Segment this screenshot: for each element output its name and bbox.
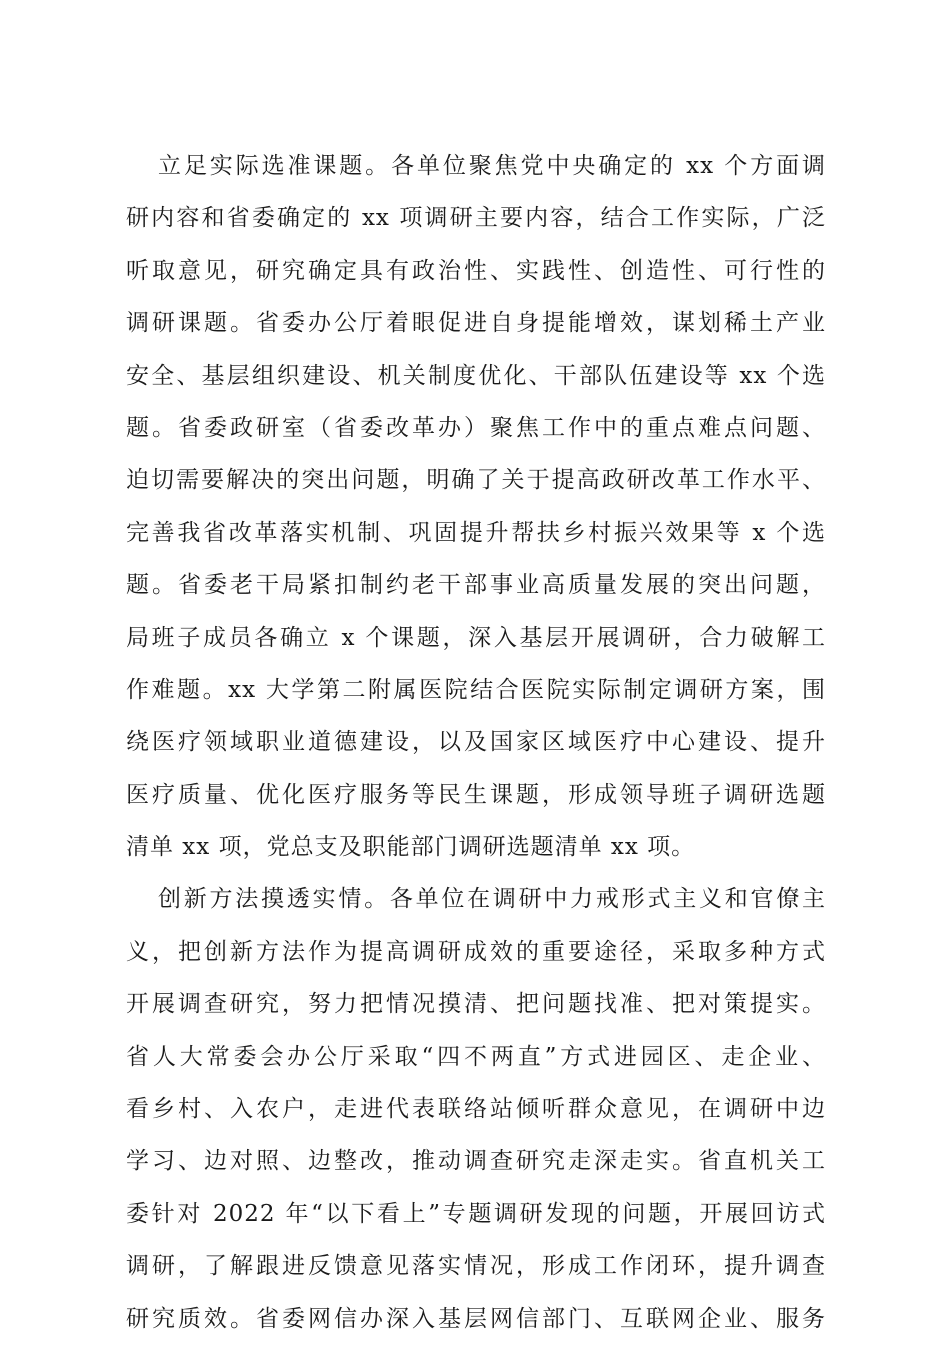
paragraph-line: 义，把创新方法作为提高调研成效的重要途径，采取多种方式 [126, 938, 826, 965]
paragraph-line: 听取意见，研究确定具有政治性、实践性、创造性、可行性的 [126, 257, 826, 284]
paragraph-line: 创新方法摸透实情。各单位在调研中力戒形式主义和官僚主 [158, 886, 826, 913]
paragraph-line: 学习、边对照、边整改，推动调查研究走深走实。省直机关工 [126, 1148, 826, 1175]
paragraph-line: 题。省委政研室（省委改革办）聚焦工作中的重点难点问题、 [126, 414, 826, 441]
document-body [126, 140, 826, 1345]
paragraph-line: 研内容和省委确定的 xx 项调研主要内容，结合工作实际，广泛 [126, 205, 826, 232]
paragraph-line: 局班子成员各确立 x 个课题，深入基层开展调研，合力破解工 [126, 624, 826, 651]
paragraph-line: 清单 xx 项，党总支及职能部门调研选题清单 xx 项。 [126, 834, 696, 861]
paragraph-line: 绕医疗领域职业道德建设，以及国家区域医疗中心建设、提升 [126, 729, 826, 756]
paragraph-line: 立足实际选准课题。各单位聚焦党中央确定的 xx 个方面调 [158, 153, 826, 179]
paragraph-line: 委针对 2022 年“以下看上”专题调研发现的问题，开展回访式 [126, 1200, 826, 1227]
paragraph-line: 调研课题。省委办公厅着眼促进自身提能增效，谋划稀土产业 [126, 310, 826, 337]
paragraph-method-innovation [126, 873, 826, 1345]
paragraph-line: 省人大常委会办公厅采取“四不两直”方式进园区、走企业、 [126, 1043, 826, 1070]
paragraph-line: 调研，了解跟进反馈意见落实情况，形成工作闭环，提升调查 [126, 1253, 826, 1280]
paragraph-line: 医疗质量、优化医疗服务等民生课题，形成领导班子调研选题 [126, 781, 826, 808]
paragraph-line: 作难题。xx 大学第二附属医院结合医院实际制定调研方案，围 [126, 676, 826, 703]
paragraph-line: 看乡村、入农户，走进代表联络站倾听群众意见，在调研中边 [126, 1096, 826, 1123]
paragraph-line: 完善我省改革落实机制、巩固提升帮扶乡村振兴效果等 x 个选 [126, 519, 826, 546]
paragraph-line: 开展调查研究，努力把情况摸清、把问题找准、把对策提实。 [126, 991, 826, 1018]
paragraph-topic-selection [126, 140, 826, 873]
paragraph-line: 题。省委老干局紧扣制约老干部事业高质量发展的突出问题， [126, 572, 826, 599]
paragraph-line: 研究质效。省委网信办深入基层网信部门、互联网企业、服务 [126, 1305, 826, 1332]
paragraph-line: 安全、基层组织建设、机关制度优化、干部队伍建设等 xx 个选 [126, 362, 826, 389]
paragraph-line: 迫切需要解决的突出问题，明确了关于提高政研改革工作水平、 [126, 467, 826, 494]
